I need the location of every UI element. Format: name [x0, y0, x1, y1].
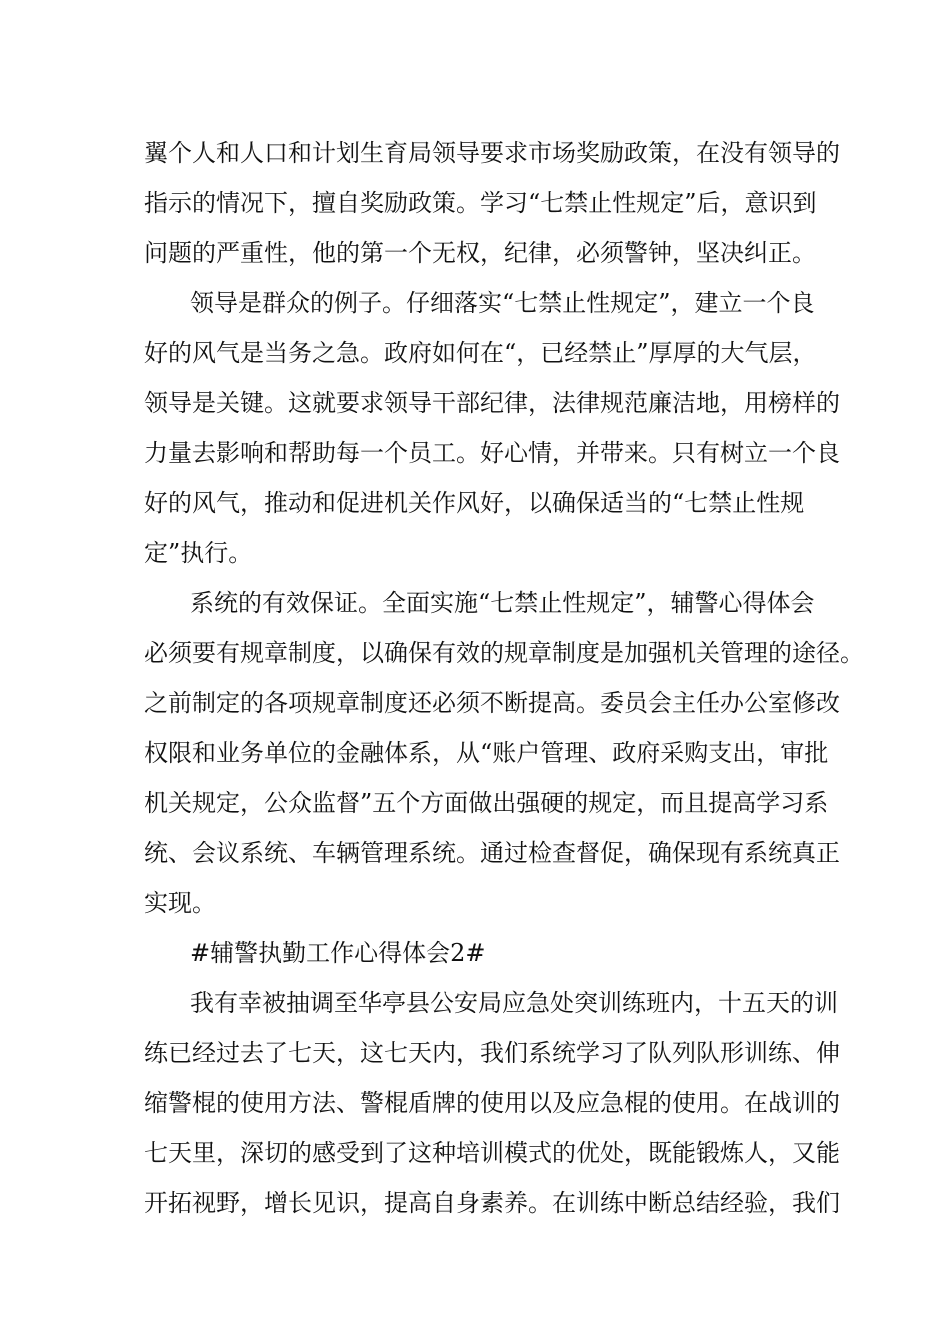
text-line: 领导是关键。这就要求领导干部纪律，法律规范廉洁地，用榜样的 [144, 389, 840, 417]
text-line: 机关规定，公众监督”五个方面做出强硬的规定，而且提高学习系 [144, 789, 829, 817]
paragraph-3 [144, 578, 864, 928]
text-line: 指示的情况下，擅自奖励政策。学习“七禁止性规定”后，意识到 [144, 189, 817, 217]
text-line: 系统的有效保证。全面实施“七禁止性规定”，辅警心得体会 [190, 589, 815, 617]
text-line: 实现。 [144, 889, 216, 917]
text-line: 定”执行。 [144, 539, 253, 567]
text-line: 练已经过去了七天，这七天内，我们系统学习了队列队形训练、伸 [144, 1039, 840, 1067]
paragraph-5 [144, 978, 840, 1228]
text-line: 权限和业务单位的金融体系，从“账户管理、政府采购支出，审批 [144, 739, 829, 767]
document-body [144, 128, 864, 1228]
text-line: 之前制定的各项规章制度还必须不断提高。委员会主任办公室修改 [144, 689, 840, 717]
text-line: 缩警棍的使用方法、警棍盾牌的使用以及应急棍的使用。在战训的 [144, 1089, 840, 1117]
text-line: 必须要有规章制度，以确保有效的规章制度是加强机关管理的途径。 [144, 639, 864, 667]
section-heading [144, 928, 814, 978]
paragraph-1 [144, 128, 840, 278]
paragraph-2 [144, 278, 840, 578]
text-line: 统、会议系统、车辆管理系统。通过检查督促，确保现有系统真正 [144, 839, 840, 867]
text-line: 好的风气是当务之急。政府如何在“，已经禁止”厚厚的大气层， [144, 339, 817, 367]
heading-line: #辅警执勤工作心得体会2# [190, 939, 486, 967]
text-line: 翼个人和人口和计划生育局领导要求市场奖励政策，在没有领导的 [144, 139, 840, 167]
text-line: 问题的严重性，他的第一个无权，纪律，必须警钟，坚决纠正。 [144, 239, 816, 267]
text-line: 领导是群众的例子。仔细落实“七禁止性规定”，建立一个良 [190, 289, 815, 317]
text-line: 七天里，深切的感受到了这种培训模式的优处，既能锻炼人，又能 [144, 1139, 840, 1167]
text-line: 我有幸被抽调至华亭县公安局应急处突训练班内，十五天的训 [190, 989, 838, 1017]
text-line: 开拓视野，增长见识，提高自身素养。在训练中断总结经验，我们 [144, 1189, 840, 1217]
text-line: 力量去影响和帮助每一个员工。好心情，并带来。只有树立一个良 [144, 439, 840, 467]
text-line: 好的风气，推动和促进机关作风好，以确保适当的“七禁止性规 [144, 489, 805, 517]
